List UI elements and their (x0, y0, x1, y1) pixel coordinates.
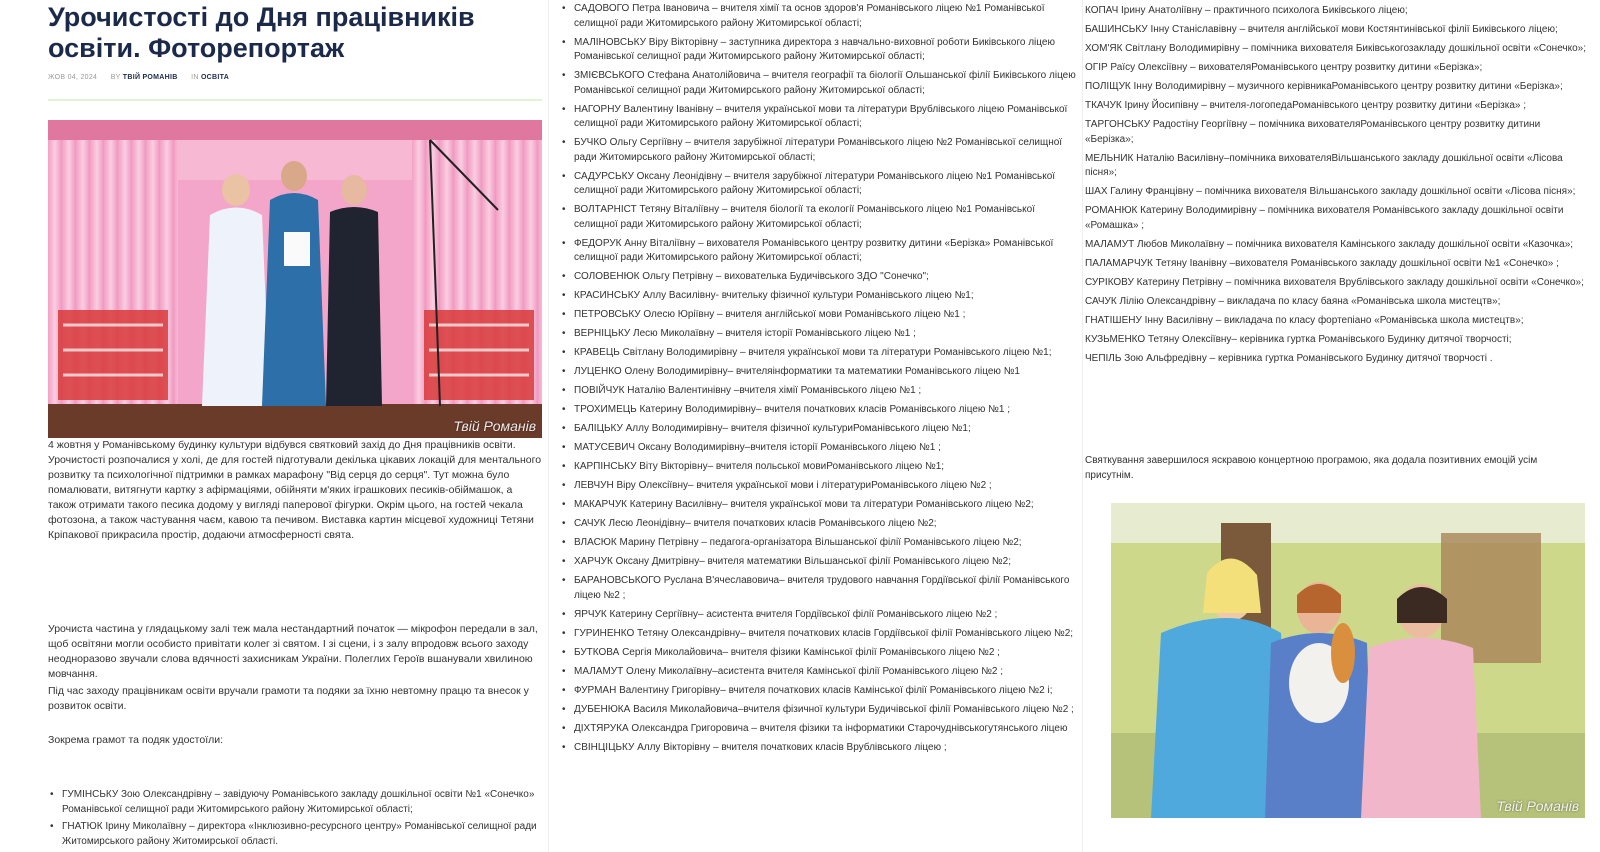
list-item: ХОМ'ЯК Світлану Володимирівну – помічника вихователя Биківськогозакладу дошкільної освіти «Сонечко»; (1085, 43, 1587, 54)
list-item: • ДІХТЯРУКА Олександра Григоровича – вчителя фізики та інформатики Старочуднівськогутянського ліцею (560, 722, 1080, 737)
list-item: • ЗМІЄВСЬКОГО Стефана Анатолійовича – вчителя географії та біології Ольшанської філії Биківського ліцею Романівської селищної ради Житомирського району Житомирської області; (560, 69, 1080, 98)
article-column-1 (0, 0, 550, 852)
list-item: • ЛЕВЧУН Віру Олексіївну– вчителя української мови і літературиРоманівського ліцею №2 ; (560, 479, 1080, 494)
awardees-intro: Зокрема грамот та подяк удостоїли: (48, 734, 224, 746)
list-item: • БАРАНОВСЬКОГО Руслана В'ячеславовича– вчителя трудового навчання Гордіївської філії Романівського ліцею №2 ; (560, 574, 1080, 603)
list-item: ЧЕПІЛЬ Зою Альфредівну – керівника гуртка Романівського Будинку дитячої творчості . (1085, 352, 1493, 364)
list-item: • МАТУСЕВИЧ Оксану Володимирівну–вчителя історії Романівського ліцею №1 ; (560, 441, 1080, 456)
list-item: • ВЕРНІЦЬКУ Лесю Миколаївну – вчителя історії Романівського ліцею №1 ; (560, 327, 1080, 342)
list-item: • СОЛОВЕНЮК Ольгу Петрівну – вихователька Будичівського ЗДО "Сонечко"; (560, 270, 1080, 285)
awardees-list-3 (1085, 4, 1590, 371)
photo-watermark: Твій Романів (453, 418, 536, 434)
awards-paragraph: Під час заходу працівникам освіти вручали грамоти та подяки за їхню невтомну працю та внесок у розвиток освіти. (48, 685, 529, 712)
list-item: • ВОЛТАРНІСТ Тетяну Віталіївну – вчителя біології та екології Романівського ліцею №1 Романівської селищної ради Житомирського району Житомирської області; (560, 203, 1080, 232)
article-column-2 (550, 0, 1080, 852)
list-item: • МАЛАМУТ Олену Миколаївну–асистента вчителя Камінської філії Романівського ліцею №2 ; (560, 665, 1080, 680)
list-item: • ФЕДОРУК Анну Віталіївну – вихователя Романівського центру розвитку дитини «Берізка» Романівської селищної ради Житомирського району Житомирської області; (560, 237, 1080, 266)
list-item: • ПЕТРОВСЬКУ Олесю Юріївну – вчителя англійської мови Романівського ліцею №1 ; (560, 308, 1080, 323)
list-item: • ГУРИНЕНКО Тетяну Олександрівну– вчителя початкових класів Гордіївської філії Романівського ліцею №2; (560, 627, 1080, 642)
list-item: КОПАЧ Ірину Анатоліївну – практичного психолога Биківського ліцею; (1085, 5, 1408, 16)
list-item: КУЗЬМЕНКО Тетяну Олексіївну– керівника гуртка Романівського Будинку дитячої творчості; (1085, 333, 1512, 345)
photo-watermark: Твій Романів (1496, 798, 1579, 814)
list-item: • ВЛАСЮК Марину Петрівну – педагога-організатора Вільшанської філії Романівського ліцею №2; (560, 536, 1080, 551)
author-link[interactable]: ТВІЙ РОМАНІВ (122, 74, 178, 81)
list-item: МАЛАМУТ Любов Миколаївну – помічника вихователя Камінського закладу дошкільної освіти «Казочка»; (1085, 238, 1574, 250)
awardees-list-2 (560, 2, 1080, 760)
list-item: • ФУРМАН Валентину Григорівну– вчителя початкових класів Камінської філії Романівського ліцею №2 і; (560, 684, 1080, 699)
closing-paragraph: Святкування завершилося яскравою концертною програмою, яка додала позитивних емоцій усім присутнім. (1085, 455, 1538, 481)
list-item: ГНАТІШЕНУ Інну Василівну – викладача по класу фортепіано «Романівська школа мистецтв»; (1085, 314, 1524, 326)
list-item: • ПОВІЙЧУК Наталію Валентинівну –вчителя хімії Романівського ліцею №1 ; (560, 384, 1080, 399)
by-label: BY (110, 74, 121, 81)
list-item: ТКАЧУК Ірину Йосипівну – вчителя-логопедаРоманівського центру розвитку дитини «Берізка» ; (1085, 100, 1527, 111)
list-item: ПАЛАМАРЧУК Тетяну Іванівну –вихователя Романівського закладу дошкільної освіти №1 «Сонечко» ; (1085, 257, 1559, 269)
list-item: • ЛУЦЕНКО Олену Володимирівну– вчителяінформатики та математики Романівського ліцею №1 (560, 365, 1080, 380)
list-item: • БУТКОВА Сергія Миколайовича– вчителя фізики Камінської філії Романівського ліцею №2 ; (560, 646, 1080, 661)
list-item: • БУЧКО Ольгу Сергіївну – вчителя зарубіжної літератури Романівського ліцею №2 Романівської селищної ради Житомирського району Житомирської області; (560, 136, 1080, 165)
category-link[interactable]: ОСВІТА (200, 74, 230, 81)
list-item: • ДУБЕНЮКА Василя Миколайовича–вчителя фізичної культури Будичівської філії Романівського ліцею №2 ; (560, 703, 1080, 718)
group-photo-illustration (1111, 503, 1585, 818)
list-item: • САЧУК Лесю Леонідівну– вчителя початкових класів Романівського ліцею №2; (560, 517, 1080, 532)
list-item: РОМАНЮК Катерину Володимирівну – помічника вихователя Романівського закладу дошкільної освіти «Ромашка» ; (1085, 205, 1564, 231)
list-item: • ГУМІНСЬКУ Зою Олександрівну – завідуючу Романівського закладу дошкільної освіти №1 «Сонечко» Романівської селищної ради Житомирського району Житомирської області; (48, 788, 542, 817)
article-meta (48, 74, 229, 81)
list-item: • МАЛІНОВСЬКУ Віру Вікторівну – заступника директора з навчально-виховної роботи Биківського ліцею Романівської селищної ради Житомирського району Житомирської області; (560, 36, 1080, 65)
list-item: • ЯРЧУК Катерину Сергіївну– асистента вчителя Гордіївської філії Романівського ліцею №2 ; (560, 608, 1080, 623)
list-item: МЕЛЬНИК Наталію Василівну–помічника вихователяВільшанського закладу дошкільної освіти «Лісова пісня»; (1085, 152, 1563, 178)
awardees-list-1 (48, 788, 542, 852)
in-label: IN (191, 74, 199, 81)
group-photo (1111, 503, 1585, 818)
list-item: ТАРГОНСЬКУ Радостіну Георгіївну – помічника вихователяРоманівського центру розвитку дитини «Берізка»; (1085, 119, 1541, 145)
ceremony-paragraph: Урочиста частина у глядацькому залі теж мала нестандартний початок — мікрофон передали в зал, щоб освітяни могли особисто привітати колег зі святом. І зі сцени, і з залу впродовж всього заходу неодноразово звучали слова вдячності захисникам України. Полеглих Героїв вшанували хвилиною мовчання. (48, 623, 538, 680)
list-item: • БАЛІЦЬКУ Аллу Володимирівну– вчителя фізичної культуриРоманівського ліцею №1; (560, 422, 1080, 437)
article-title: Урочистості до Дня працівників освіти. Фоторепортаж (48, 2, 475, 63)
list-item: ШАХ Галину Францівну – помічника вихователя Вільшанського закладу дошкільної освіти «Лісова пісня»; (1085, 186, 1576, 197)
list-item: • СВІНЦІЦЬКУ Аллу Вікторівну – вчителя початкових класів Врублівського ліцею ; (560, 741, 1080, 756)
list-item: • НАГОРНУ Валентину Іванівну – вчителя української мови та літератури Врублівського ліцею Романівської селищної ради Житомирського району Житомирської області; (560, 103, 1080, 132)
article-date: ЖОВ 04, 2024 (48, 74, 98, 81)
list-item: • ХАРЧУК Оксану Дмитрівну– вчителя математики Вільшанської філії Романівського ліцею №2; (560, 555, 1080, 570)
stage-photo-illustration (48, 120, 542, 438)
list-item: • ГНАТЮК Ірину Миколаївну – директора «Інклюзивно-ресурсного центру» Романівської селищної ради Житомирського району Житомирської області. (48, 820, 542, 849)
title-divider (48, 99, 542, 101)
list-item: ОГІР Раїсу Олексіївну – вихователяРоманівського центру розвитку дитини «Берізка»; (1085, 62, 1483, 73)
stage-award-photo (48, 120, 542, 438)
list-item: САЧУК Лілію Олександрівну – викладача по класу баяна «Романівська школа мистецтв»; (1085, 295, 1501, 307)
list-item: БАШИНСЬКУ Інну Станіславівну – вчителя англійської мови Костянтинівської філії Биківського ліцею; (1085, 24, 1558, 35)
list-item: ПОЛІЩУК Інну Володимирівну – музичного керівникаРоманівського центру розвитку дитини «Берізка»; (1085, 81, 1563, 92)
list-item: • КРАВЕЦЬ Світлану Володимирівну – вчителя української мови та літератури Романівського ліцею №1; (560, 346, 1080, 361)
list-item: • ТРОХИМЕЦЬ Катерину Володимирівну– вчителя початкових класів Романівського ліцею №1 ; (560, 403, 1080, 418)
list-item: • МАКАРЧУК Катерину Василівну– вчителя української мови та літератури Романівського ліцею №2; (560, 498, 1080, 513)
list-item: • САДУРСЬКУ Оксану Леонідівну – вчителя зарубіжної літератури Романівського ліцею №1 Романівської селищної ради Житомирського району Житомирської області; (560, 170, 1080, 199)
list-item: • КРАСИНСЬКУ Аллу Василівну- вчительку фізичної культури Романівського ліцею №1; (560, 289, 1080, 304)
intro-paragraph: 4 жовтня у Романівському будинку культури відбувся святковий захід до Дня працівників освіти. Урочистості розпочалися у холі, де для гостей підготували декілька цікавих локацій для ментального розвитку та психологічної підтримки в рамках марафону "Від серця до серця". Тут можна було помалювати, витягнути картку з афірмаціями, обійняти м'яких іграшкових песиків-обіймашок, а також отримати такого песика додому у вигляді паперової фігурки. Окрім цього, на гостей чекала фотозона, а також частування чаєм, кавою та печивом. Виставка картин місцевої художниці Тетяни Кріпакової прикрасила простір, додаючи атмосферності свята. (48, 439, 542, 541)
column-divider (548, 0, 549, 852)
list-item: • САДОВОГО Петра Івановича – вчителя хімії та основ здоров'я Романівського ліцею №1 Романівської селищної ради Житомирського району Житомирської області; (560, 2, 1080, 31)
column-divider (1082, 0, 1083, 852)
list-item: СУРІКОВУ Катерину Петрівну – помічника вихователя Врублівського закладу дошкільної освіти «Сонечко»; (1085, 276, 1584, 288)
list-item: • КАРПІНСЬКУ Віту Вікторівну– вчителя польської мовиРоманівського ліцею №1; (560, 460, 1080, 475)
